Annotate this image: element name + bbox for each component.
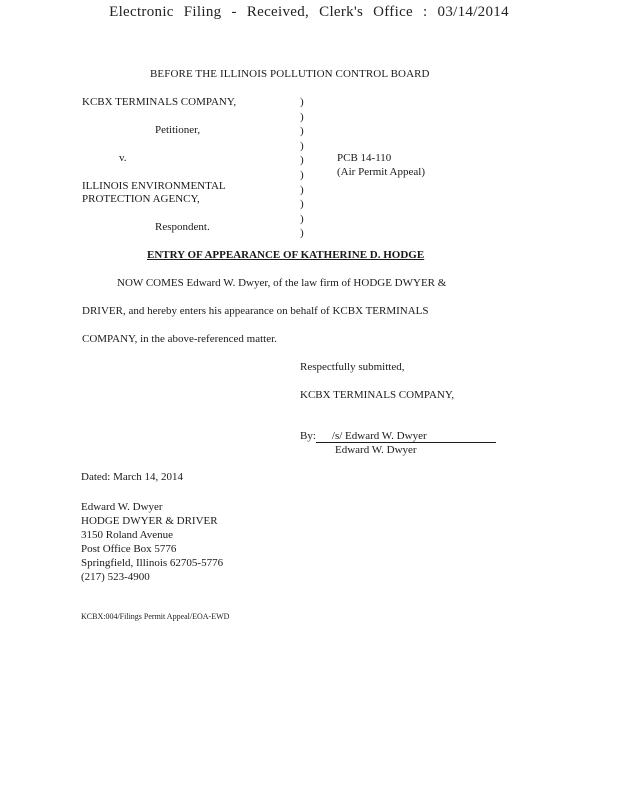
attorney-address-block: [81, 500, 223, 584]
court-name: BEFORE THE ILLINOIS POLLUTION CONTROL BOARD: [150, 68, 430, 80]
case-type: (Air Permit Appeal): [337, 166, 425, 178]
address-line-firm: HODGE DWYER & DRIVER: [81, 515, 218, 527]
respondent-name-line2: PROTECTION AGENCY,: [82, 193, 200, 205]
file-reference: KCBX:004/Filings Permit Appeal/EOA-EWD: [81, 612, 230, 621]
respondent-role: Respondent.: [155, 221, 210, 233]
versus-label: v.: [119, 152, 127, 164]
by-label: By:: [300, 430, 316, 442]
address-line-city: Springfield, Illinois 62705-5776: [81, 557, 224, 569]
address-line-pobox: Post Office Box 5776: [81, 543, 177, 555]
filing-stamp: Electronic Filing - Received, Clerk's Office : 03/14/2014: [109, 4, 509, 20]
address-line-street: 3150 Roland Avenue: [81, 529, 174, 541]
closing: Respectfully submitted,: [300, 361, 405, 373]
document-title: ENTRY OF APPEARANCE OF KATHERINE D. HODGE: [147, 249, 425, 261]
body-line-2: DRIVER, and hereby enters his appearance on behalf of KCBX TERMINALS: [82, 305, 429, 317]
signature-line: [300, 430, 496, 443]
case-number: PCB 14-110: [337, 152, 392, 164]
body-line-3: COMPANY, in the above-referenced matter.: [82, 333, 277, 345]
electronic-signature: /s/ Edward W. Dwyer: [316, 430, 496, 443]
printed-name: Edward W. Dwyer: [335, 444, 417, 456]
caption-parentheses: ) ) ) ) ) ) ) ) ) ): [300, 96, 304, 240]
petitioner-name: KCBX TERMINALS COMPANY,: [82, 96, 237, 108]
date-line: Dated: March 14, 2014: [81, 471, 184, 483]
body-line-1: NOW COMES Edward W. Dwyer, of the law firm of HODGE DWYER &: [117, 277, 447, 289]
address-line-name: Edward W. Dwyer: [81, 501, 163, 513]
respondent-name-line1: ILLINOIS ENVIRONMENTAL: [82, 180, 226, 192]
address-line-phone: (217) 523-4900: [81, 571, 150, 583]
signing-company: KCBX TERMINALS COMPANY,: [300, 389, 455, 401]
petitioner-role: Petitioner,: [155, 124, 201, 136]
